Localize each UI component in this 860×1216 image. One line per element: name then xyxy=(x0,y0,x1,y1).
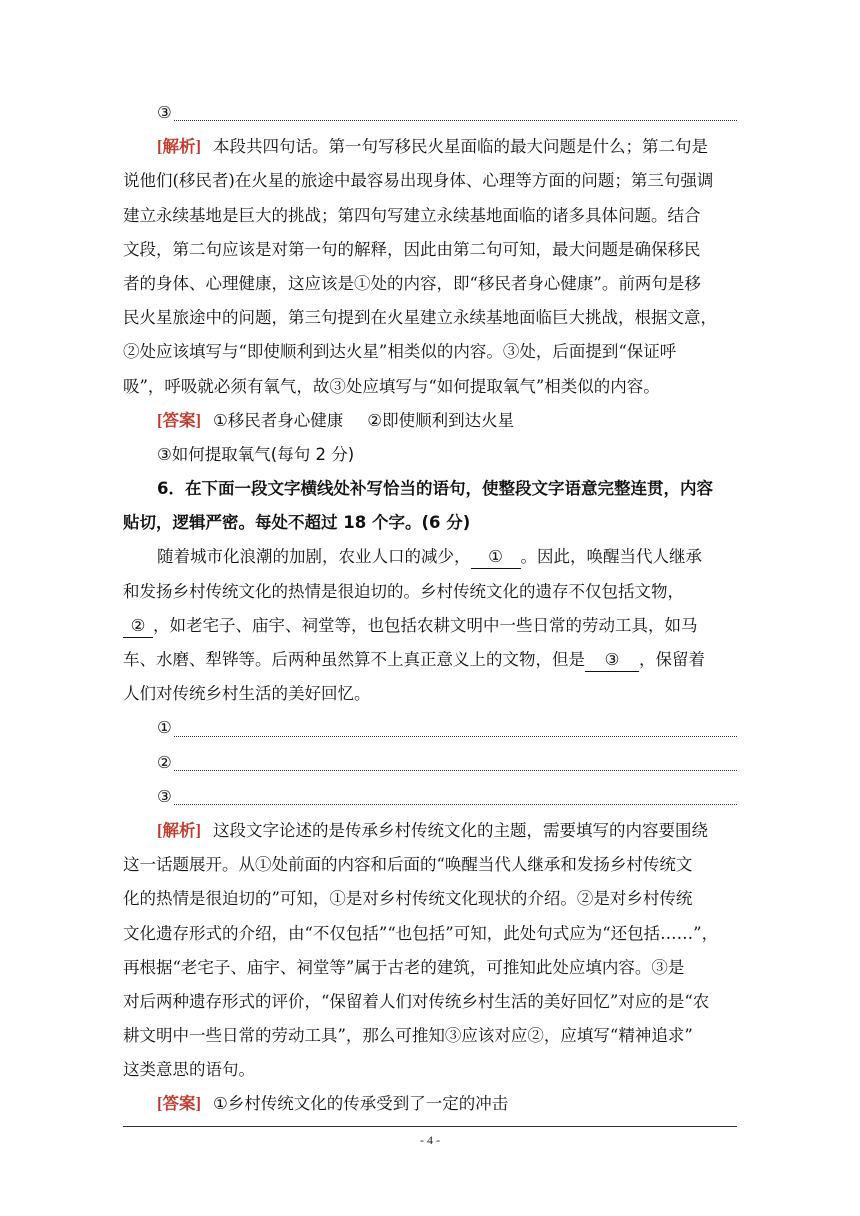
analysis-2-first-line xyxy=(123,814,737,848)
answer-1-line xyxy=(123,404,737,438)
blank-number: ① xyxy=(157,718,172,738)
analysis-2-line: 耕文明中一些日常的劳动工具”，那么可推知③应该对应②，应填写“精神追求” xyxy=(123,1026,693,1046)
answer-blank-line-3-top xyxy=(123,96,737,130)
document-body xyxy=(123,96,737,1122)
analysis-1-line: 建立永续基地是巨大的挑战；第四句写建立永续基地面临的诸多具体问题。结合 xyxy=(123,205,701,225)
analysis-2-line: 再根据“老宅子、庙宇、祠堂等”属于古老的建筑，可推知此处应填内容。③是 xyxy=(123,957,685,977)
analysis-2-line: 对后两种遗存形式的评价，“保留着人们对传统乡村生活的美好回忆”对应的是“农 xyxy=(123,991,710,1011)
answer-item-1: ①乡村传统文化的传承受到了一定的冲击 xyxy=(213,1094,509,1114)
passage-text: ，如老宅子、庙宇、祠堂等，也包括农耕文明中一些日常的劳动工具，如马 xyxy=(153,615,698,635)
answer-tag: [答案] xyxy=(157,410,201,430)
answer-2-line xyxy=(123,1087,737,1121)
analysis-1-line: 者的身体、心理健康，这应该是①处的内容，即“移民者身心健康”。前两句是移 xyxy=(123,273,701,293)
analysis-1-first-line xyxy=(123,130,737,164)
passage-text: 。因此，唤醒当代人继承 xyxy=(520,547,702,567)
dotted-line xyxy=(174,735,737,737)
analysis-2-line: 文化遗存形式的介绍，由“不仅包括”“也包括”可知，此处句式应为“还包括……”， xyxy=(123,923,719,943)
blank-number: ③ xyxy=(157,786,172,806)
analysis-2-line: 化的热情是很迫切的”可知，①是对乡村传统文化现状的介绍。②是对乡村传统 xyxy=(123,889,693,909)
passage-text: 车、水磨、犁铧等。后两种虽然算不上真正意义上的文物，但是 xyxy=(123,650,585,669)
answer-item-3: ③如何提取氧气(每句 2 分) xyxy=(157,444,355,464)
analysis-1-line: 吸”，呼吸就必须有氧气，故③处应填写与“如何提取氧气”相类似的内容。 xyxy=(123,376,660,396)
answer-blank-line-2[interactable] xyxy=(123,746,737,780)
dotted-line xyxy=(174,769,737,771)
analysis-text: 这段文字论述的是传承乡村传统文化的主题，需要填写的内容要围绕 xyxy=(213,820,708,840)
dotted-line xyxy=(174,803,737,805)
blank-number: ③ xyxy=(157,102,172,122)
analysis-tag: [解析] xyxy=(157,137,201,157)
analysis-text: 本段共四句话。第一句写移民火星面临的最大问题是什么；第二句是 xyxy=(213,137,708,157)
blank-number: ② xyxy=(157,752,172,772)
analysis-1-line: 说他们(移民者)在火星的旅途中最容易出现身体、心理等方面的问题；第三句强调 xyxy=(123,171,714,191)
passage-line-1 xyxy=(123,540,737,574)
answer-item-2: ②即使顺利到达火星 xyxy=(367,410,515,430)
dotted-line xyxy=(174,119,737,121)
footer-divider xyxy=(123,1126,737,1127)
fill-blank-1[interactable]: ① xyxy=(471,546,521,569)
passage-line-4 xyxy=(123,643,737,677)
analysis-1-line: 民火星旅途中的问题，第三句提到在火星建立永续基地面临巨大挑战，根据文意， xyxy=(123,308,717,328)
answer-item-1: ①移民者身心健康 xyxy=(213,410,344,430)
answer-tag: [答案] xyxy=(157,1094,201,1114)
analysis-tag: [解析] xyxy=(157,820,201,840)
fill-blank-2[interactable]: ② xyxy=(123,615,153,638)
question-6-line-1: 6．在下面一段文字横线处补写恰当的语句，使整段文字语意完整连贯，内容 xyxy=(157,479,713,499)
analysis-1-line: ②处应该填写与“即使顺利到达火星”相类似的内容。③处，后面提到“保证呼 xyxy=(123,342,677,362)
answer-blank-line-3[interactable] xyxy=(123,780,737,814)
analysis-2-line: 这一话题展开。从①处前面的内容和后面的“唤醒当代人继承和发扬乡村传统文 xyxy=(123,855,693,875)
question-6-line-2: 贴切，逻辑严密。每处不超过 18 个字。(6 分) xyxy=(123,513,471,533)
answer-blank-line-1[interactable] xyxy=(123,711,737,745)
passage-line-3 xyxy=(123,609,737,643)
analysis-2-line: 这类意思的语句。 xyxy=(123,1060,255,1080)
passage-line-2: 和发扬乡村传统文化的热情是很迫切的。乡村传统文化的遗存不仅包括文物， xyxy=(123,581,684,601)
fill-blank-3[interactable]: ③ xyxy=(585,649,639,672)
passage-text: ，保留着 xyxy=(639,650,705,669)
analysis-1-line: 文段，第二句应该是对第一句的解释，因此由第二句可知，最大问题是确保移民 xyxy=(123,239,701,259)
passage-line-5: 人们对传统乡村生活的美好回忆。 xyxy=(123,684,371,704)
page-number: - 4 - xyxy=(420,1133,440,1147)
passage-text: 随着城市化浪潮的加剧，农业人口的减少， xyxy=(157,547,471,567)
